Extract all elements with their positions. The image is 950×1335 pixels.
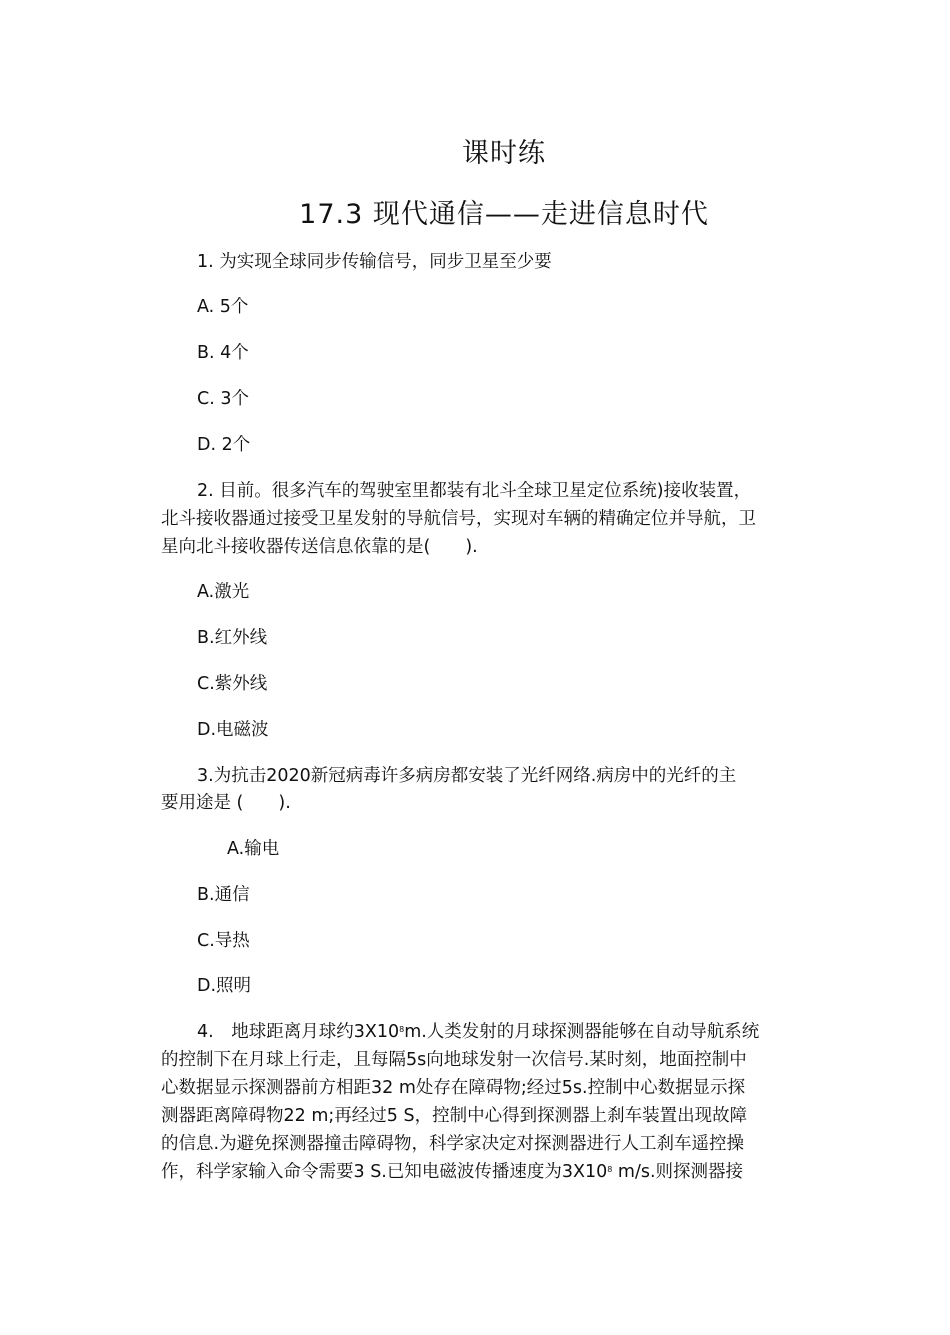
question-4-line-1 — [197, 1019, 759, 1046]
question-2-line-3: 星向北斗接收器传送信息依靠的是( ). — [161, 537, 478, 557]
question-3-option-c: C.导热 — [197, 931, 250, 951]
question-1-stem: 1. 为实现全球同步传输信号，同步卫星至少要 — [197, 252, 552, 272]
question-4-line-2: 的控制下在月球上行走，且每隔5s向地球发射一次信号.某时刻，地面控制中 — [161, 1050, 747, 1070]
question-2-option-b: B.红外线 — [197, 628, 268, 648]
question-2-option-a: A.激光 — [197, 582, 250, 602]
q4-line6-text-a: 作，科学家输入命令需要3 S.已知电磁波传播速度为3X10 — [161, 1162, 608, 1182]
question-4-line-4: 测器距离障碍物22 m;再经过5 S，控制中心得到探测器上刹车装置出现故障 — [161, 1106, 748, 1126]
question-3-option-d: D.照明 — [197, 976, 252, 996]
question-3-line-2: 要用途是 ( ). — [161, 793, 291, 813]
question-2-line-2: 北斗接收器通过接受卫星发射的导航信号，实现对车辆的精确定位并导航，卫 — [161, 509, 756, 529]
question-3-option-b: B.通信 — [197, 885, 250, 905]
question-4-line-3: 心数据显示探测器前方相距32 m处存在障碍物;经过5s.控制中心数据显示探 — [161, 1078, 746, 1098]
document-title: 课时练 — [462, 138, 546, 169]
question-3-line-1: 3.为抗击2020新冠病毒许多病房都安装了光纤网络.病房中的光纤的主 — [197, 766, 737, 786]
q4-line1-text-b: m.人类发射的月球探测器能够在自动导航系统 — [404, 1022, 760, 1042]
question-1-option-a: A. 5个 — [197, 297, 249, 317]
question-2-option-d: D.电磁波 — [197, 720, 269, 740]
question-1-option-b: B. 4个 — [197, 343, 249, 363]
question-1-option-c: C. 3个 — [197, 389, 249, 409]
q4-line1-text-a: 4. 地球距离月球约3X10 — [197, 1022, 400, 1042]
question-4-line-5: 的信息.为避免探测器撞击障碍物，科学家决定对探测器进行人工刹车遥控操 — [161, 1134, 745, 1154]
question-3-option-a: A.输电 — [227, 839, 280, 859]
question-2-option-c: C.紫外线 — [197, 674, 268, 694]
question-4-line-6 — [161, 1159, 743, 1186]
question-1-option-d: D. 2个 — [197, 435, 251, 455]
question-2-line-1: 2. 目前。很多汽车的驾驶室里都装有北斗全球卫星定位系统)接收装置， — [197, 481, 752, 501]
lesson-subtitle: 17.3 现代通信——走进信息时代 — [299, 199, 709, 230]
exponent: 8 — [607, 1165, 613, 1174]
q4-line6-text-b: m/s.则探测器接 — [612, 1162, 744, 1182]
exponent: 8 — [399, 1025, 405, 1034]
